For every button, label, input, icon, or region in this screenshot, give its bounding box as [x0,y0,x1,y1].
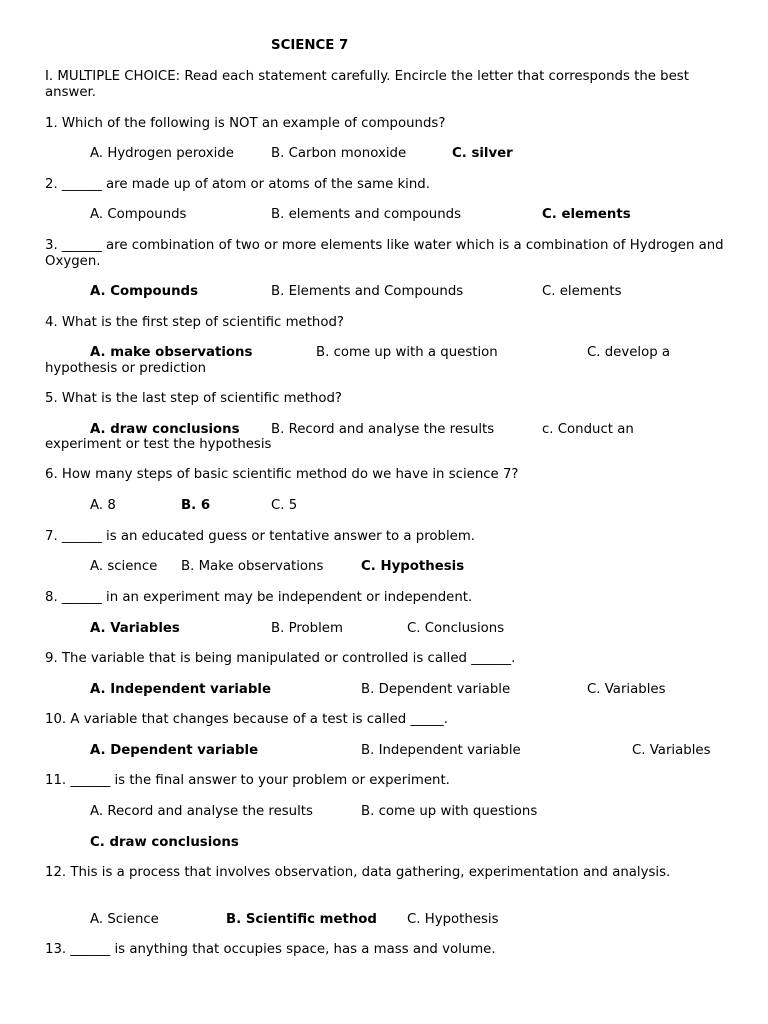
q9-option-b: B. Dependent variable [361,682,511,697]
q1-option-c-answer: C. silver [452,146,513,161]
q6-option-b-answer: B. 6 [181,498,211,513]
question-2: 2. ______ are made up of atom or atoms of the same kind. [45,177,430,192]
q2-option-b: B. elements and compounds [271,207,461,222]
q5-option-c-continued: experiment or test the hypothesis [45,437,272,452]
question-9: 9. The variable that is being manipulated or controlled is called ______. [45,651,516,666]
q6-option-a: A. 8 [90,498,116,513]
q1-option-a: A. Hydrogen peroxide [90,146,234,161]
q5-option-b: B. Record and analyse the results [271,422,495,437]
q8-option-b: B. Problem [271,621,343,636]
question-13: 13. ______ is anything that occupies space, has a mass and volume. [45,942,496,957]
q10-option-a-answer: A. Dependent variable [90,743,259,758]
q1-option-b: B. Carbon monoxide [271,146,407,161]
q12-option-b-answer: B. Scientific method [226,912,377,927]
q8-option-a-answer: A. Variables [90,621,180,636]
q3-option-a-answer: A. Compounds [90,284,198,299]
question-8: 8. ______ in an experiment may be independent or independent. [45,590,473,605]
q7-option-a: A. science [90,559,158,574]
q2-option-c-answer: C. elements [542,207,631,222]
q4-option-b: B. come up with a question [316,345,498,360]
question-3: 3. ______ are combination of two or more elements like water which is a combination of Hydrogen and Oxygen. [45,238,724,269]
q7-option-b: B. Make observations [181,559,324,574]
q8-option-c: C. Conclusions [407,621,505,636]
question-12: 12. This is a process that involves observation, data gathering, experimentation and analysis. [45,865,671,880]
q3-option-c: C. elements [542,284,622,299]
q6-option-c: C. 5 [271,498,298,513]
q4-option-a-answer: A. make observations [90,345,253,360]
question-1: 1. Which of the following is NOT an example of compounds? [45,116,446,131]
q4-option-c-continued: hypothesis or prediction [45,361,207,376]
instructions: I. MULTIPLE CHOICE: Read each statement carefully. Encircle the letter that corresponds the best answer. [45,69,689,100]
q10-option-b: B. Independent variable [361,743,521,758]
q5-option-a-answer: A. draw conclusions [90,422,240,437]
question-4: 4. What is the first step of scientific method? [45,315,344,330]
question-7: 7. ______ is an educated guess or tentative answer to a problem. [45,529,476,544]
q9-option-a-answer: A. Independent variable [90,682,271,697]
q10-option-c: C. Variables [632,743,711,758]
question-5: 5. What is the last step of scientific method? [45,391,342,406]
q5-option-c: c. Conduct an [542,422,634,437]
q7-option-c-answer: C. Hypothesis [361,559,465,574]
page-title: SCIENCE 7 [271,38,349,53]
question-10: 10. A variable that changes because of a test is called _____. [45,712,448,727]
q9-option-c: C. Variables [587,682,666,697]
q12-option-a: A. Science [90,912,159,927]
question-11: 11. ______ is the final answer to your problem or experiment. [45,773,450,788]
q11-option-a: A. Record and analyse the results [90,804,313,819]
question-6: 6. How many steps of basic scientific method do we have in science 7? [45,467,519,482]
q11-option-c-answer: C. draw conclusions [90,835,239,850]
q11-option-b: B. come up with questions [361,804,538,819]
q2-option-a: A. Compounds [90,207,187,222]
q12-option-c: C. Hypothesis [407,912,499,927]
q3-option-b: B. Elements and Compounds [271,284,464,299]
q4-option-c: C. develop a [587,345,671,360]
